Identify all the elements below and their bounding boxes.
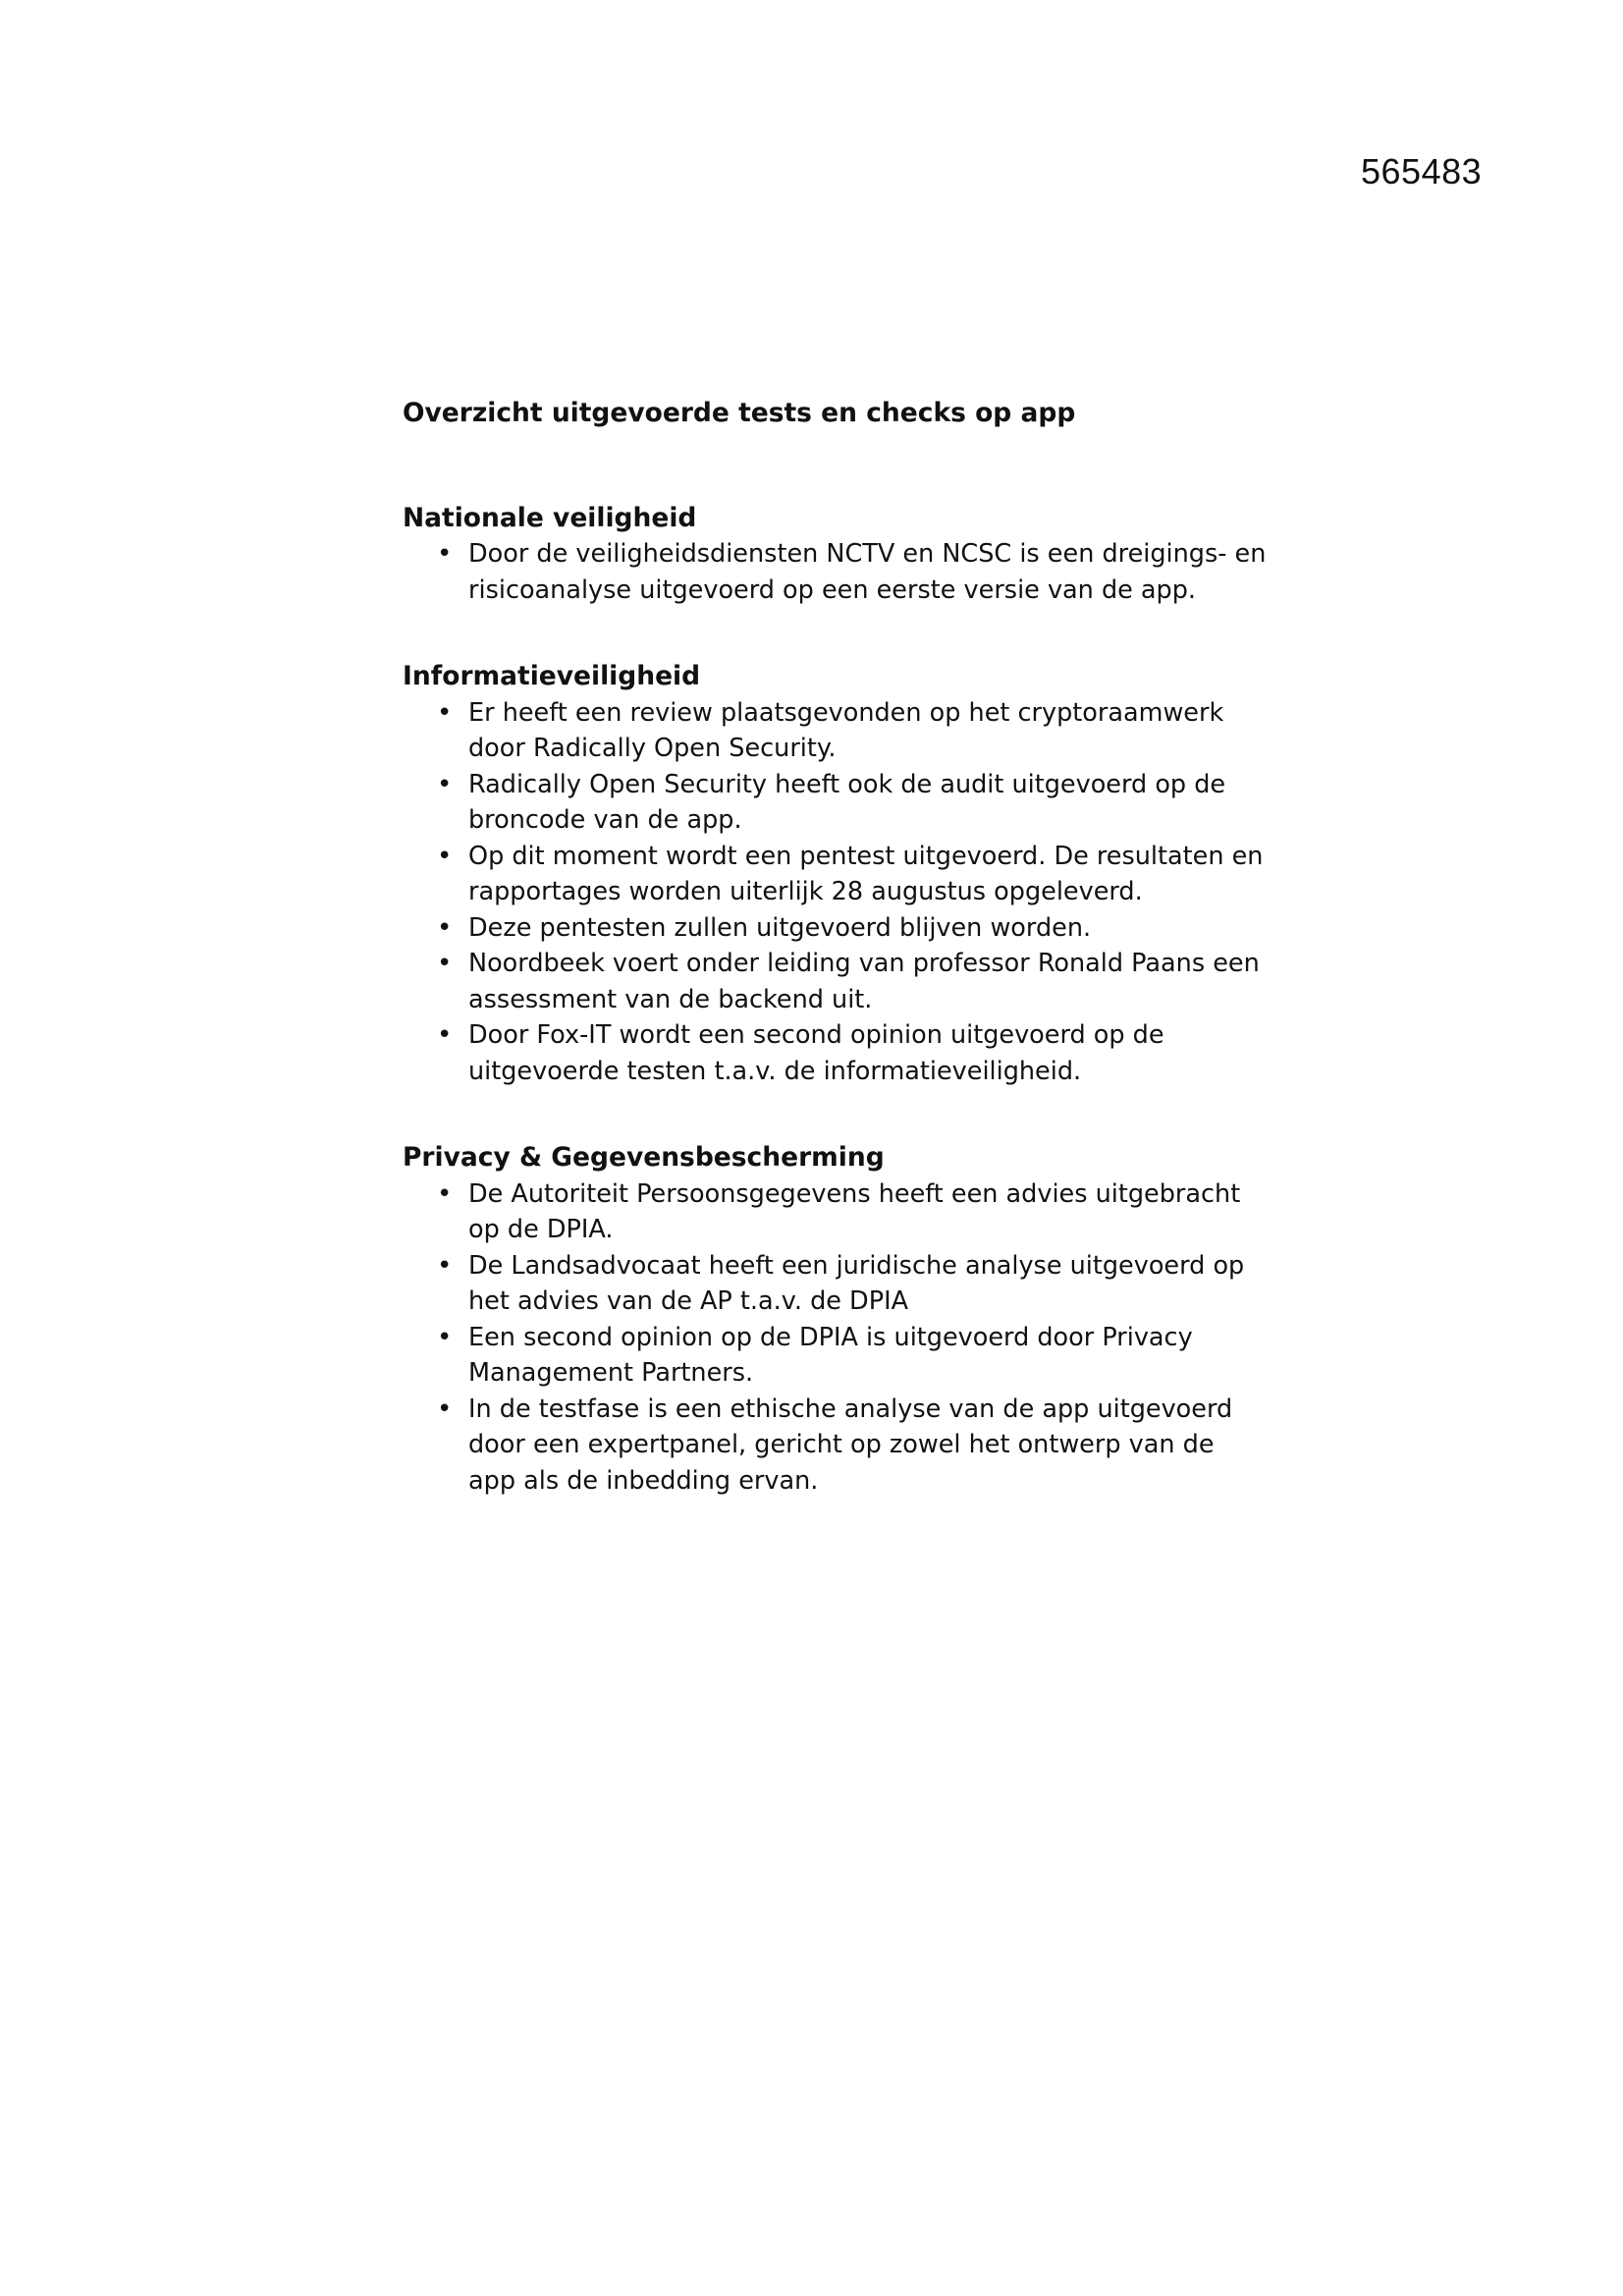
- document-body: [403, 396, 1267, 1550]
- list-item: • Door de veiligheidsdiensten NCTV en NCSC is een dreigings- en risicoanalyse uitgevoerd op een eerste versie van de app.: [468, 536, 1267, 608]
- list-item: • Er heeft een review plaatsgevonden op het cryptoraamwerk door Radically Open Security.: [468, 695, 1267, 767]
- bullet-list: [403, 536, 1267, 608]
- section-privacy-gegevensbescherming: [403, 1140, 1267, 1499]
- list-item: • De Landsadvocaat heeft een juridische analyse uitgevoerd op het advies van de AP t.a.v. de DPIA: [468, 1248, 1267, 1320]
- list-item: • Een second opinion op de DPIA is uitgevoerd door Privacy Management Partners.: [468, 1320, 1267, 1392]
- document-number: 565483: [1361, 151, 1483, 191]
- document-title: Overzicht uitgevoerde tests en checks op app: [403, 398, 1076, 428]
- list-item: • In de testfase is een ethische analyse van de app uitgevoerd door een expertpanel, gericht op zowel het ontwerp van de app als de inbedding ervan.: [468, 1392, 1267, 1500]
- list-item: • Op dit moment wordt een pentest uitgevoerd. De resultaten en rapportages worden uiterlijk 28 augustus opgeleverd.: [468, 839, 1267, 910]
- list-item: • Door Fox-IT wordt een second opinion uitgevoerd op de uitgevoerde testen t.a.v. de informatieveiligheid.: [468, 1017, 1267, 1089]
- list-item: • Radically Open Security heeft ook de audit uitgevoerd op de broncode van de app.: [468, 767, 1267, 839]
- bullet-list: [403, 1176, 1267, 1500]
- list-item: • Deze pentesten zullen uitgevoerd blijven worden.: [468, 910, 1267, 947]
- list-item: • Noordbeek voert onder leiding van professor Ronald Paans een assessment van de backend uit.: [468, 946, 1267, 1017]
- section-informatieveiligheid: [403, 659, 1267, 1089]
- list-item: • De Autoriteit Persoonsgegevens heeft een advies uitgebracht op de DPIA.: [468, 1176, 1267, 1248]
- section-heading: Informatieveiligheid: [403, 661, 701, 691]
- section-heading: Nationale veiligheid: [403, 502, 697, 533]
- section-heading: Privacy & Gegevensbescherming: [403, 1142, 885, 1173]
- bullet-list: [403, 695, 1267, 1090]
- section-nationale-veiligheid: [403, 501, 1267, 609]
